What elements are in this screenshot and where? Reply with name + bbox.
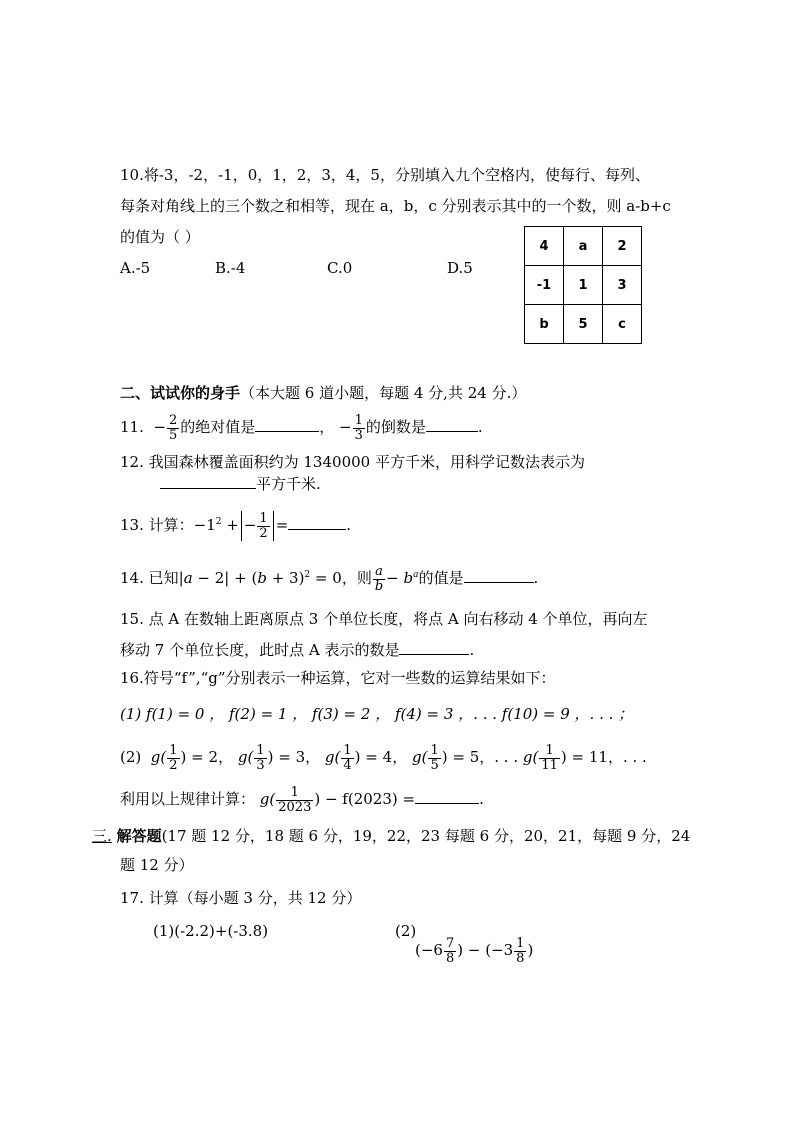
g-item-value: 3 (295, 748, 306, 766)
q17-title: 17. 计算（每小题 3 分，共 12 分） (120, 889, 362, 907)
g-item-value: 11 (588, 748, 608, 766)
g-item-den: 5 (430, 757, 439, 773)
q10-line2: 每条对角线上的三个数之和相等，现在 a，b，c 分别表示其中的一个数，则 a-b+c (120, 197, 671, 215)
q13-fraction (257, 512, 269, 541)
g-item-den: 4 (343, 757, 352, 773)
grid-cell: 4 (525, 227, 564, 266)
q13-frac-num: 1 (259, 510, 268, 526)
g-item-value: 5 (469, 748, 480, 766)
q14-suffix: 的值是 (418, 569, 464, 587)
g-item-den: 11 (541, 757, 558, 773)
q12-line1: 12. 我国森林覆盖面积约为 1340000 平方千米，用科学记数法表示为 (120, 453, 585, 471)
q11-frac2-den: 3 (354, 427, 363, 443)
q11-answer-blank-2[interactable] (426, 417, 478, 432)
q14-answer-blank[interactable] (464, 568, 534, 583)
grid-cell: a (564, 227, 603, 266)
section-3-line2: 题 12 分） (120, 856, 194, 874)
grid-cell: 3 (603, 266, 642, 305)
q11-text-1: 的绝对值是 (180, 418, 256, 436)
section-3-line1 (92, 826, 690, 846)
q16-calc: 利用以上规律计算： g( $\frac{1}{2023}$ ) − f(2023) = . (120, 784, 484, 815)
q16-line1: 16.符号“f”,“g”分别表示一种运算，它对一些数的运算结果如下： (120, 669, 556, 687)
q12-line2-wrap (160, 474, 321, 494)
q14-fraction: $\frac{a}{b}$ (374, 563, 384, 594)
abs-bar-right (273, 511, 274, 541)
q11-fraction-1 (167, 414, 179, 443)
q17-part-2-label: (2) (395, 922, 417, 940)
q16-g-label: (2) (120, 748, 142, 766)
g-item-value: 4 (382, 748, 393, 766)
q16-g-results: (2) g( $\frac{1}{2}$ ) = 2， g( $\frac{1}{3}$ ) = 3， g( $\frac{1}{4}$ ) = 4， g( $\frac{1}{5}$ ) = 5，. . . g( $\frac{1}{11}$ ) = 11，. . . (120, 742, 647, 773)
g-item-den: 2 (169, 757, 178, 773)
q11-frac2-num: 1 (354, 412, 363, 428)
section-2-note: （本大题 6 道小题，每题 4 分,共 24 分.） (240, 384, 527, 402)
q10-option-a: A.-5 (120, 259, 151, 277)
q17-part-2-expr: (−6 $\frac{7}{8}$ ) − (−3 $\frac{1}{8}$ ) (415, 935, 534, 966)
q10-line1: 10.将-3，-2，-1，0，1，2，3，4，5，分别填入九个空格内，使每行、每列、 (120, 166, 650, 184)
g-item-value: 2 (208, 748, 219, 766)
q11: 11. − $\frac{2}{5}$ 的绝对值是 ， − $\frac{1}{3}$ 的倒数是 . (120, 412, 483, 443)
q16-answer-blank[interactable] (415, 789, 479, 804)
section-3-number: 三. (92, 827, 112, 845)
q10-line3: 的值为（ ） (120, 228, 200, 246)
grid-cell: -1 (525, 266, 564, 305)
section-3-title: 解答题 (116, 827, 162, 845)
q13-frac-den: 2 (259, 525, 268, 541)
q13: 13. 计算：$-1^2$ + − $\frac{1}{2}$ = . (120, 510, 352, 541)
q12-answer-blank[interactable] (160, 474, 256, 489)
q14-mid: ，则 (341, 569, 372, 587)
abs-bar-left (241, 511, 242, 541)
grid-cell: c (603, 305, 642, 344)
grid-cell: 1 (564, 266, 603, 305)
q11-frac1-den: 5 (168, 427, 178, 443)
q11-fraction-2 (353, 414, 365, 443)
q16-calc-den: 2023 (278, 799, 312, 815)
q14-prefix: 14. 已知 (120, 569, 179, 587)
q15-line1: 15. 点 A 在数轴上距离原点 3 个单位长度，将点 A 向右移动 4 个单位，再向左 (120, 610, 648, 628)
q11-number: 11. (120, 418, 144, 436)
q16-calc-prefix: 利用以上规律计算： (120, 790, 256, 808)
q12-line2: 平方千米. (256, 475, 321, 493)
section-2-heading (120, 383, 526, 403)
q11-answer-blank-1[interactable] (255, 417, 319, 432)
q11-text-2: 的倒数是 (365, 418, 426, 436)
q13-answer-blank[interactable] (288, 515, 346, 530)
g-item-den: 3 (256, 757, 265, 773)
q10-option-d: D.5 (447, 259, 473, 277)
grid-cell: 2 (603, 227, 642, 266)
q13-prefix: 13. 计算： (120, 516, 194, 534)
q16-calc-rest: − f(2023) = (324, 790, 416, 808)
magic-square-grid (524, 226, 642, 344)
q11-frac1-num: 2 (168, 412, 178, 428)
q10-option-c: C.0 (327, 259, 353, 277)
q15-line2-wrap: 移动 7 个单位长度，此时点 A 表示的数是 . (120, 641, 475, 659)
q15-line2: 移动 7 个单位长度，此时点 A 表示的数是 (120, 641, 400, 659)
q15-answer-blank[interactable] (399, 640, 469, 655)
grid-cell: b (525, 305, 564, 344)
q16-f-results: (1) f(1) = 0 ， f(2) = 1 ， f(3) = 2 ， f(4) = 3 ，. . . f(10) = 9 ，. . . ； (120, 705, 634, 723)
q14: 14. 已知$|a - 2| + (b + 3)^2 = 0$，则 $\frac{a}{b}$ − $b^a$的值是 . (120, 563, 539, 594)
section-3-desc: (17 题 12 分，18 题 6 分，19，22，23 每题 6 分，20，21，每题 9 分，24 (161, 827, 691, 845)
q17-part-1: (1)(-2.2)+(-3.8) (153, 922, 269, 940)
section-2-title: 二、试试你的身手 (120, 384, 241, 402)
q10-option-b: B.-4 (215, 259, 246, 277)
grid-cell: 5 (564, 305, 603, 344)
